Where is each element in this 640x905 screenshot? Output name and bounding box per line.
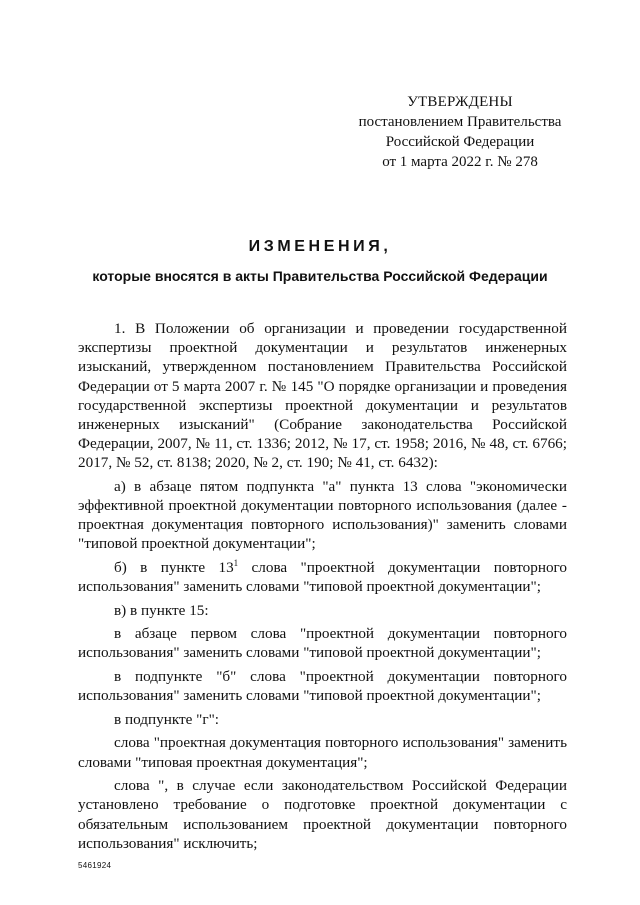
paragraph-v-1: в абзаце первом слова "проектной документации повторного использования" заменить словами "типовой проектной документации"; <box>78 625 567 662</box>
paragraph-b-start: б) в пункте 13 <box>114 558 234 576</box>
approval-line-2: Российской Федерации <box>385 134 535 150</box>
approval-stamp <box>340 92 580 172</box>
document-body <box>78 319 567 857</box>
paragraph-b <box>78 558 567 596</box>
paragraph-b-superscript: 1 <box>233 557 239 568</box>
approval-line-3: от 1 марта 2022 г. № 278 <box>382 154 538 170</box>
document-subtitle: которые вносятся в акты Правительства Российской Федерации <box>92 268 548 284</box>
paragraph-v-3-2: слова ", в случае если законодательством Российской Федерации установлено требование о подготовке проектной документации с обязательным использованием проектной документации повторного использования" исключить; <box>78 777 567 852</box>
paragraph-b-end: слова "проектной документации повторного использования" заменить словами "типовой проектной документации"; <box>78 558 567 596</box>
paragraph-1: 1. В Положении об организации и проведении государственной экспертизы проектной документации и результатов инженерных изысканий, утвержденном постановлением Правительства Российской Федерации от 5 марта 2007 г. № 145 "О порядке организации и проведения государственной экспертизы проектной документации и результатов инженерных изысканий" (Собрание законодательства Российской Федерации, 2007, № 11, ст. 1336; 2012, № 17, ст. 1958; 2016, № 48, ст. 6766; 2017, № 52, ст. 8138; 2020, № 2, ст. 190; № 41, ст. 6432): <box>78 320 567 472</box>
document-number: 5461924 <box>78 861 112 870</box>
approval-line-1: постановлением Правительства <box>358 114 562 130</box>
paragraph-v: в) в пункте 15: <box>114 601 209 619</box>
paragraph-a: а) в абзаце пятом подпункта "а" пункта 13 слова "экономически эффективной проектной документации повторного использования (далее - проектная документация повторного использования)" заменить словами "типовой проектной документации"; <box>78 477 567 553</box>
paragraph-v-2: в подпункте "б" слова "проектной документации повторного использования" заменить словами "типовой проектной документации"; <box>78 668 567 705</box>
paragraph-v-3: в подпункте "г": <box>114 710 220 728</box>
document-title: ИЗМЕНЕНИЯ, <box>248 238 392 255</box>
paragraph-v-3-1: слова "проектная документация повторного использования" заменить словами "типовая проектная документация"; <box>78 734 567 771</box>
approval-heading: УТВЕРЖДЕНЫ <box>407 94 513 110</box>
